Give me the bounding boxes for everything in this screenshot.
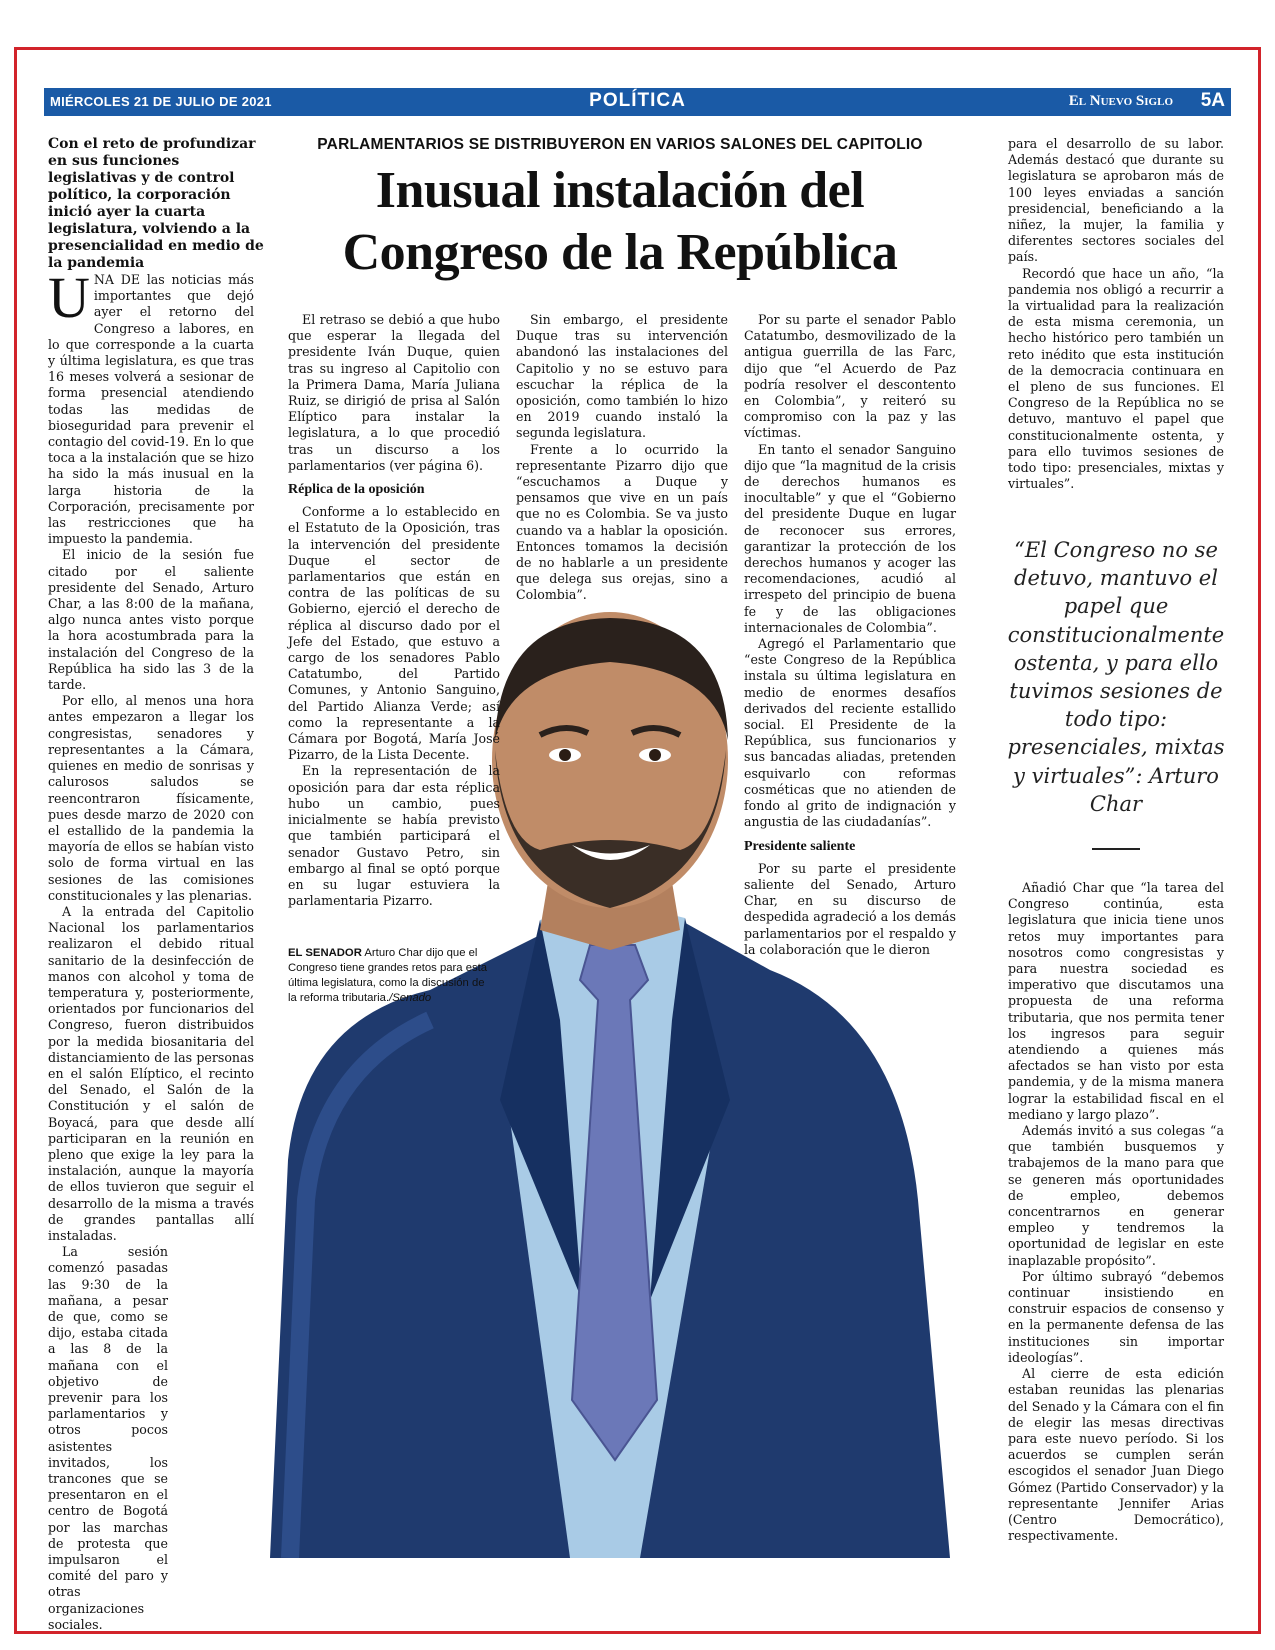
article-column-2 [288,312,500,909]
paragraph: Por su parte el senador Pablo Catatumbo, desmovilizado de la antigua guerrilla de las Farc, dijo que “el Acuerdo de Paz podría resolver el descontento en Colombia”, y reiteró su compromiso con la paz y las víctimas. [744,312,956,441]
caption-lead: EL SENADOR [288,947,362,959]
paragraph: En tanto el senador Sanguino dijo que “la magnitud de la crisis de derechos humanos es inocultable” y que el “Gobierno del presidente Duque en lugar de reconocer sus errores, garantizar la protección de los derechos humanos y acoger las recomendaciones, acudió al irrespeto del principio de buena fe y de las obligaciones internacionales de Colombia”. [744,441,956,635]
paragraph: Agregó el Parlamentario que “este Congreso de la República instala su última legislatura en medio de enormes desafíos derivados del reciente estallido social. El Presidente de la República, sus funcionarios y sus bancadas aliadas, pretenden esquivarlo con reformas cosméticas que no atienden de fondo al grito de indignación y angustia de las ciudadanías”. [744,636,956,830]
newspaper-name: El Nuevo Siglo [1068,93,1173,109]
page-number: 5A [1200,90,1225,111]
article-kicker: PARLAMENTARIOS SE DISTRIBUYERON EN VARIOS SALONES DEL CAPITOLIO [317,136,923,153]
issue-date: MIÉRCOLES 21 DE JULIO DE 2021 [50,94,272,109]
paragraph: Recordó que hace un año, “la pandemia nos obligó a recurrir a la virtualidad para la realización de esta misma ceremonia, un hecho histórico pero también un reto inédito que esta institución de la democracia continuara en el pleno de sus funciones. El Congreso de la República no se detuvo, mantuvo el papel que constitucionalmente ostenta, y para ello tuvimos sesiones de todo tipo: presenciales, mixtas y virtuales”. [1008,265,1224,492]
article-column-1 [48,265,254,1633]
paragraph: Por su parte el presidente saliente del Senado, Arturo Char, en su discurso de despedida agradeció a los demás parlamentarios por el respaldo y la colaboración que le dieron [744,860,956,957]
paragraph: El inicio de la sesión fue citado por el saliente presidente del Senado, Arturo Char, a las 8:00 de la mañana, algo nunca antes visto porque la hora acostumbrada para la instalación del Congreso de la República ha sido las 3 de la tarde. [48,547,254,693]
quote-divider [1092,848,1140,850]
section-title: POLÍTICA [589,90,686,111]
paragraph: A la entrada del Capitolio Nacional los parlamentarios realizaron el debido ritual sanitario de la desinfección de manos con alcohol y toma de temperatura y, posteriormente, orientados por funcionarios del Congreso, fueron distribuidos por la medida biosanitaria del distanciamiento de las personas en el salón Elíptico, el recinto del Senado, el Salón de la Constitución y el salón de Boyacá, para que desde allí participaran en la reunión en pleno que exige la ley para la instalación, aunque la mayoría de ellos tuvieron que seguir el desarrollo de la misma a través de grandes pantallas allí instaladas. [48,903,254,1243]
paragraph: Sin embargo, el presidente Duque tras su intervención abandonó las instalaciones del Capitolio y no se estuvo para escuchar la réplica de la oposición, como también lo hizo en 2019 cuando instaló la segunda legislatura. [516,312,728,441]
caption-text: Arturo Char dijo que el Congreso tiene grandes retos para esta última legislatura, como la discusión de la reforma tributaria. [288,947,488,1004]
article-column-3 [516,312,728,604]
article-headline: Inusual instalación del Congreso de la República [342,162,898,281]
paragraph: Por último subrayó “debemos continuar insistiendo en construir espacios de consenso y en la permanente defensa de las instituciones sin importar ideologías”. [1008,1268,1224,1365]
paragraph: Frente a lo ocurrido la representante Pizarro dijo que “escuchamos a Duque y pensamos que vive en un país que no es Colombia. Se va justo cuando va a hablar la oposición. Entonces tomamos la decisión de no hablarle a un presidente que delega sus orejas, sino a Colombia”. [516,441,728,603]
drop-cap: U [48,265,90,330]
article-column-5b [1008,880,1224,1544]
paragraph: Añadió Char que “la tarea del Congreso continúa, esta legislatura que inicia tiene unos retos muy importantes para nosotros como congresistas y para nuestra sociedad es imperativo que discutamos una propuesta de una reforma tributaria, que nos permita tener los ingresos para seguir atendiendo a quienes más afectados se han visto por esta pandemia, y de la misma manera lograr la estabilidad fiscal en el mediano y largo plazo”. [1008,880,1224,1122]
section-banner [44,88,1231,116]
subhead-replica: Réplica de la oposición [288,482,425,498]
paragraph: para el desarrollo de su labor. Además destacó que durante su legislatura se aprobaron más de 100 leyes enviadas a sanción presidencial, beneficiando a la niñez, la mujer, la familia y diferentes sectores sociales del país. [1008,136,1224,265]
pull-quote: “El Congreso no se detuvo, mantuvo el papel que constitucionalmente ostenta, y para ello tuvimos sesiones de todo tipo: presenciales, mixtas y virtuales”: Arturo Char [1007,538,1225,816]
article-column-5 [1008,136,1224,492]
paragraph: En la representación de la oposición para dar esta réplica hubo un cambio, pues inicialmente se había previsto que también participará el senador Gustavo Petro, sin embargo al final se optó porque en su lugar estuviera la parlamentaria Pizarro. [288,763,500,909]
article-column-4 [744,312,956,958]
article-intro: Con el reto de profundizar en sus funciones legislativas y de control político, la corporación inició ayer la cuarta legislatura, volviendo a la presencialidad en medio de la pandemia [48,136,264,271]
paragraph: Conforme a lo establecido en el Estatuto de la Oposición, tras la intervención del presidente Duque el sector de parlamentarios que están en contra de las políticas de su Gobierno, ejerció el derecho de réplica al discurso dado por el Jefe del Estado, que estuvo a cargo de los senadores Pablo Catatumbo, del Partido Comunes, y Antonio Sanguino, del Partido Alianza Verde; así como la representante a la Cámara por Bogotá, María José Pizarro, de la Lista Decente. [288,504,500,763]
paragraph: Al cierre de esta edición estaban reunidas las plenarias del Senado y la Cámara con el fin de elegir las mesas directivas para este nuevo período. Si los acuerdos se cumplen serán escogidos el senador Juan Diego Gómez (Partido Conservador) y la representante Jennifer Arias (Centro Democrático), respectivamente. [1008,1366,1224,1544]
paragraph: NA DE las noticias más importantes que dejó ayer el retorno del Congreso a labores, en lo que corresponde a la cuarta y última legislatura, es que tras 16 meses volverá a sesionar de forma presencial atendiendo todas las medidas de bioseguridad para prevenir el contagio del covid-19. En lo que toca a la instalación que se hizo ha sido la más inusual en la larga historia de la Corporación, precisamente por las restricciones que ha impuesto la pandemia. [48,272,254,547]
subhead-presidente: Presidente saliente [744,838,856,854]
paragraph: La sesión comenzó pasadas las 9:30 de la mañana, a pesar de que, como se dijo, estaba citada a las 8 de la mañana con el objetivo de prevenir para los parlamentarios y otros pocos asistentes invitados, los trancones que se presentaron en el centro de Bogotá por las marchas de protesta que impulsaron el comité del paro y otras organizaciones sociales. [48,1244,168,1632]
paragraph: Además invitó a sus colegas “a que también busquemos y trabajemos de la mano para que se generen más oportunidades de empleo, debemos concentrarnos en generar empleo y tendremos la oportunidad de legislar en este inaplazable propósito”. [1008,1123,1224,1268]
paragraph: Por ello, al menos una hora antes empezaron a llegar los congresistas, senadores y representantes a la Cámara, quienes en medio de sonrisas y calurosos saludos se reencontraron físicamente, pues desde marzo de 2020 con el estallido de la pandemia la mayoría de ellos se habían visto solo de forma virtual en las sesiones de las comisiones constitucionales y las plenarias. [48,693,254,903]
paragraph: El retraso se debió a que hubo que esperar la llegada del presidente Iván Duque, quien tras su ingreso al Capitolio con la Primera Dama, María Juliana Ruiz, se dirigió de prisa al Salón Elíptico para instalar la legislatura, a lo que procedió tras un discurso a los parlamentarios (ver página 6). [288,312,500,473]
photo-caption [288,946,493,1006]
photo-credit: /Senado [389,992,432,1004]
